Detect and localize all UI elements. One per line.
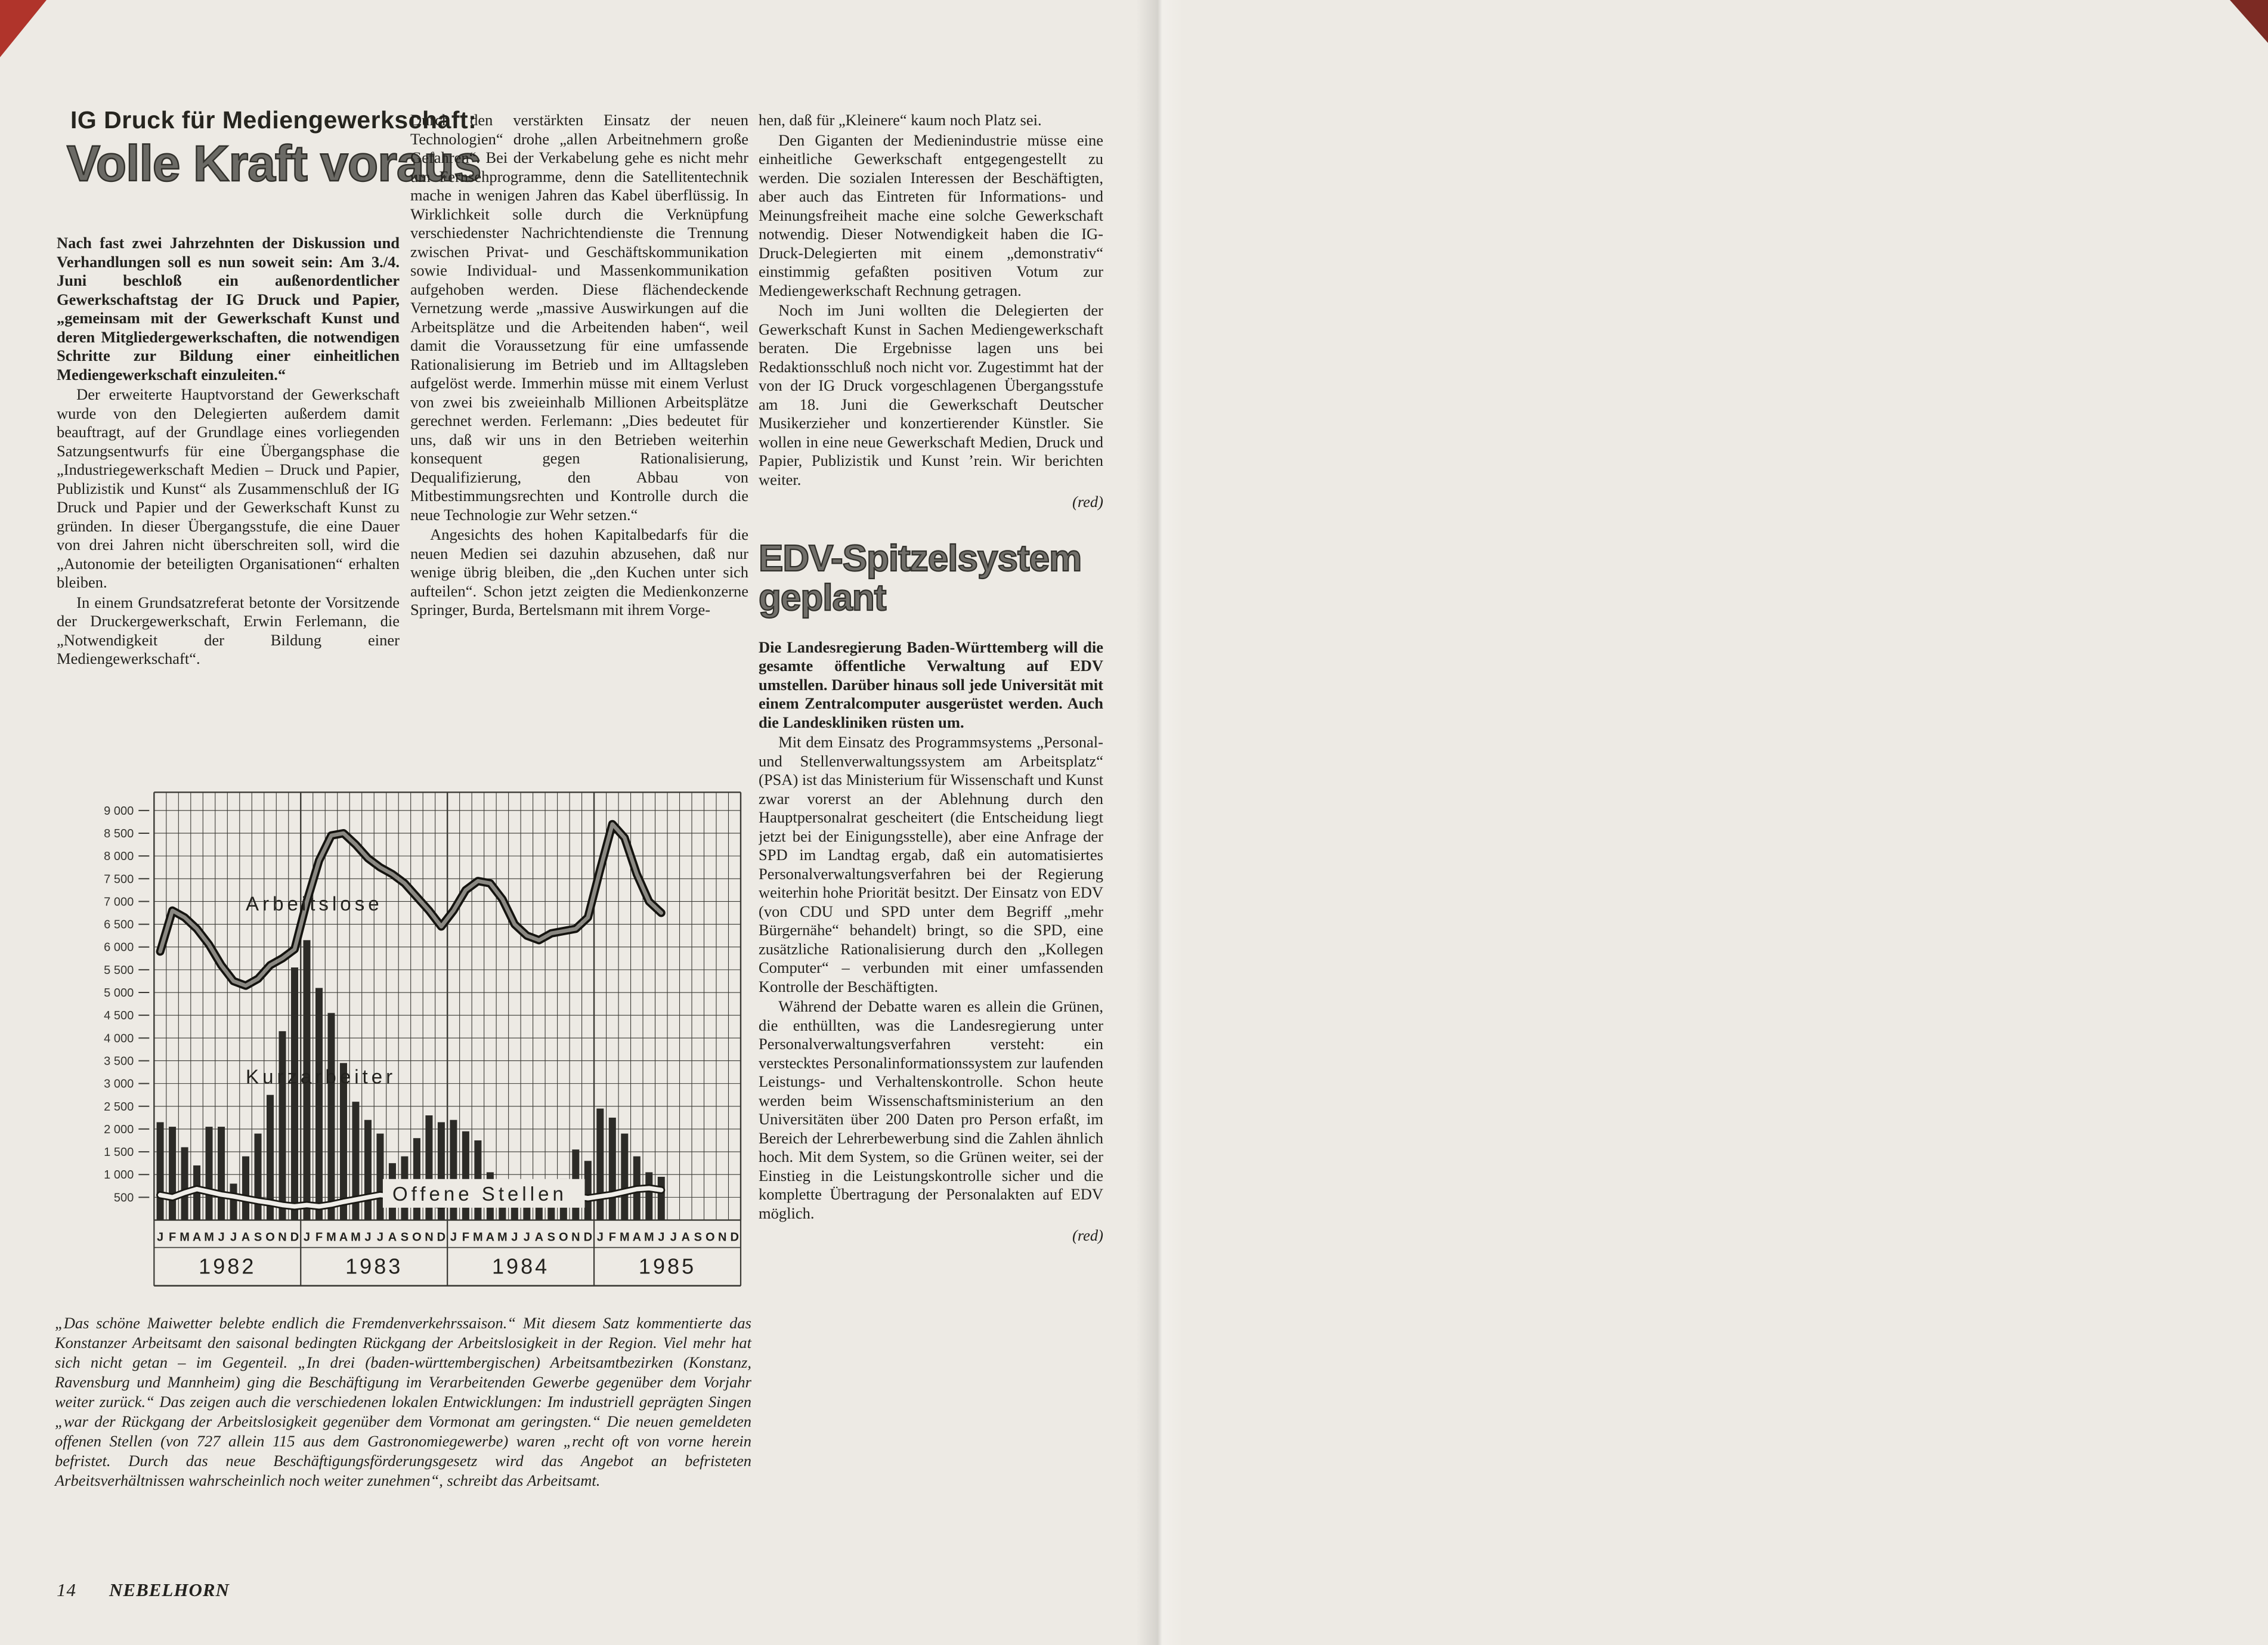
svg-text:O: O <box>705 1230 715 1244</box>
svg-text:O: O <box>265 1230 275 1244</box>
body-paragraph: Mit dem Einsatz des Programmsystems „Personal- und Stellenverwaltungssystem am Arbeitsplatz“ (PSA) ist das Ministerium für Wissenschaft und Kunst zwar vorerst an der Ablehnung durch den Hauptpersonalrat gescheitert (die Entscheidung liegt jetzt bei der Einigungsstelle), aber eine Anfrage der SPD im Landtag ergab, daß ein automatisiertes Personalverwaltungsverfahren bei der Regierung weiterhin hohe Priorität besitzt. Der Einsatz von EDV (von CDU und SPD unter dem Begriff „mehr Bürgernähe“ behandelt) bringt, so die SPD, eine zusätzliche Rationalisierung durch den „Kollegen Computer“ – verbunden mit einer umfassenden Kontrolle der Beschäftigten. <box>759 733 1103 995</box>
svg-text:7 000: 7 000 <box>104 895 134 909</box>
svg-text:1985: 1985 <box>638 1254 697 1279</box>
svg-text:A: A <box>388 1230 397 1244</box>
svg-text:F: F <box>315 1230 323 1244</box>
chart-canvas <box>35 767 745 1305</box>
svg-text:D: D <box>290 1230 299 1244</box>
page-gutter <box>1136 0 1184 1645</box>
svg-text:M: M <box>619 1230 630 1244</box>
svg-text:J: J <box>218 1230 225 1244</box>
svg-text:A: A <box>632 1230 642 1244</box>
body-paragraph: Durch den verstärkten Einsatz der neuen Technologien“ drohe „allen Arbeitnehmern große Gefahren“. Bei der Verkabelung gehe es nicht mehr um Fernsehprogramme, denn die Satellitentechnik mache in wenigen Jahren das Kabel überflüssig. In Wirklichkeit solle durch die Verknüpfung verschiedenster Nachrichtendienste die Trennung zwischen Privat- und Geschäftskommunikation sowie Individual- und Massenkommunikation aufgehoben werden. Diese flächendeckende Vernetzung werde „massive Auswirkungen auf die Arbeitsplätze und die Arbeitenden haben“, weil damit die Voraussetzung für eine umfassende Rationalisierung im Betrieb und im Alltagsleben aufgelöst werde. Immerhin müsse mit einem Verlust von zwei bis zweieinhalb Millionen Arbeitsplätze gerechnet werden. Ferlemann: „Dies bedeutet für uns, daß wir uns in den Betrieben weiterhin konsequent gegen Rationalisierung, Dequalifizierung, den Abbau von Mitbestimmungsrechten und Kontrolle durch die neue Technologie zur Wehr setzen.“ <box>410 111 748 524</box>
svg-text:J: J <box>230 1230 237 1244</box>
page-footer-left <box>57 1579 230 1601</box>
svg-text:N: N <box>571 1230 580 1244</box>
body-paragraph: Noch im Juni wollten die Delegierten der Gewerkschaft Kunst in Sachen Mediengewerkschaft beraten. Die Ergebnisse lagen uns bei Redaktionsschluß noch nicht vor. Zugestimmt hat der von der IG Druck vorgeschlagenen Übergangsstufe am 18. Juni die Gewerkschaft Deutscher Musikerzieher und konzertierender Künstler. Sie wollen in eine neue Gewerkschaft Medien, Druck und Papier, Publizistik und Kunst ’rein. Wir berichten weiter. <box>759 301 1103 488</box>
left-column-2 <box>410 111 748 767</box>
article-kicker: IG Druck für Mediengewerkschaft: <box>70 106 477 134</box>
svg-text:J: J <box>596 1230 604 1244</box>
svg-text:Arbeitslose: Arbeitslose <box>246 893 383 916</box>
svg-text:2 000: 2 000 <box>104 1123 134 1136</box>
svg-text:M: M <box>473 1230 483 1244</box>
page-number: 14 <box>57 1579 76 1600</box>
body-paragraph: Der erweiterte Hauptvorstand der Gewerkschaft wurde von den Delegierten außerdem damit beauftragt, auf der Grundlage eines vorliegenden Satzungsentwurfs für eine Übergangsphase die „Industriegewerkschaft Medien – Druck und Papier, Publizistik und Kunst“ als Zusammenschluß der IG Druck und Papier und der Gewerkschaft Kunst zu gründen. In dieser Übergangsstufe, die eine Dauer von drei Jahren nicht überschreiten soll, wird die „Autonomie der beteiligten Organisationen“ erhalten bleiben. <box>57 385 400 591</box>
svg-text:4 500: 4 500 <box>104 1009 134 1023</box>
svg-text:N: N <box>425 1230 434 1244</box>
svg-text:J: J <box>511 1230 518 1244</box>
article-headline-union: Volle Kraft voraus <box>67 135 481 191</box>
svg-text:A: A <box>241 1230 250 1244</box>
svg-text:1 500: 1 500 <box>104 1146 134 1159</box>
svg-text:9 000: 9 000 <box>104 804 134 818</box>
svg-text:8 000: 8 000 <box>104 850 134 864</box>
svg-text:3 500: 3 500 <box>104 1055 134 1068</box>
svg-text:N: N <box>278 1230 287 1244</box>
svg-text:F: F <box>462 1230 470 1244</box>
svg-text:M: M <box>180 1230 190 1244</box>
svg-text:O: O <box>412 1230 422 1244</box>
svg-text:1983: 1983 <box>345 1254 403 1279</box>
body-paragraph: Angesichts des hohen Kapitalbedarfs für die neuen Medien sei dazuhin abzusehen, daß nur wenige übrig bleiben, die „den Kuchen unter sich aufteilen“. Schon jetzt zeigten die Medienkonzerne Springer, Burda, Bertelsmann mit ihrem Vorge- <box>410 525 748 619</box>
svg-text:M: M <box>204 1230 214 1244</box>
svg-text:A: A <box>339 1230 348 1244</box>
svg-text:1982: 1982 <box>199 1254 256 1279</box>
svg-text:A: A <box>192 1230 202 1244</box>
svg-text:J: J <box>376 1230 384 1244</box>
page-right <box>1184 0 2268 1645</box>
svg-text:8 500: 8 500 <box>104 827 134 840</box>
body-paragraph: Während der Debatte waren es allein die Grünen, die enthüllten, was die Landesregierung unter Personalverwaltungsverfahren versteht: ein verstecktes Personalinformationssystem zur laufenden Leistungs- und Verhaltenskontrolle. Schon heute werden beim Wissenschaftsministerium an den Universitäten über 200 Daten pro Person erfaßt, im Bereich der Lehrerbewerbung sind die Zahlen ähnlich hoch. Mit dem System, so die Grünen weiter, sei der Einstieg in die Leistungskontrolle sicher und die komplette Übertragung der Personalakten auf EDV möglich. <box>759 997 1103 1222</box>
svg-text:A: A <box>534 1230 544 1244</box>
left-column-1 <box>57 234 400 766</box>
byline: (red) <box>1072 1226 1103 1244</box>
svg-text:M: M <box>497 1230 508 1244</box>
body-paragraph: In einem Grundsatzreferat betonte der Vorsitzende der Druckergewerkschaft, Erwin Ferlemann, die „Notwendigkeit der Bildung einer Mediengewerkschaft“. <box>57 593 400 667</box>
svg-text:F: F <box>608 1230 616 1244</box>
svg-text:F: F <box>168 1230 177 1244</box>
svg-text:Kurzarbeiter: Kurzarbeiter <box>246 1066 397 1089</box>
svg-text:2 500: 2 500 <box>104 1100 134 1114</box>
svg-text:Offene Stellen: Offene Stellen <box>392 1183 567 1205</box>
svg-text:S: S <box>253 1230 262 1244</box>
lead-paragraph: Die Landesregierung Baden-Württemberg will die gesamte öffentliche Verwaltung auf EDV umstellen. Darüber hinaus soll jede Universität mit einem Zentralcomputer ausgerüstet werden. Auch die Landeskliniken rüsten um. <box>759 638 1103 731</box>
byline: (red) <box>1072 493 1103 511</box>
svg-text:5 000: 5 000 <box>104 987 134 1000</box>
chart-caption: „Das schöne Maiwetter belebte endlich die Fremdenverkehrssaison.“ Mit diesem Satz kommentierte das Konstanzer Arbeitsamt den saisonal bedingten Rückgang der Arbeitslosigkeit in der Region. Viel mehr hat sich nicht getan – im Gegenteil. „In drei (baden-württembergischen) Arbeitsamtbezirken (Konstanz, Ravensburg und Mannheim) ging die Beschäftigung im Verarbeitenden Gewerbe gegenüber dem Vorjahr weiter zurück.“ Das zeigen auch die verschiedenen lokalen Entwicklungen: Im industriell geprägten Singen „war der Rückgang der Arbeitslosigkeit gegenüber dem Vormonat am geringsten.“ Die neuen gemeldeten offenen Stellen (von 727 allein 115 aus dem Gastronomiegewerbe) waren „recht oft von vorne herein befristet. Durch das neue Beschäftigungsförderungsgesetz wird das Angebot an befristeten Arbeitsverhältnissen wahrscheinlich noch weiter zunehmen“, schreibt das Arbeitsamt. <box>55 1314 751 1489</box>
svg-text:500: 500 <box>113 1191 134 1205</box>
svg-text:6 500: 6 500 <box>104 918 134 932</box>
svg-text:M: M <box>351 1230 361 1244</box>
svg-text:J: J <box>523 1230 530 1244</box>
svg-text:D: D <box>730 1230 739 1244</box>
svg-text:4 000: 4 000 <box>104 1032 134 1046</box>
svg-text:J: J <box>364 1230 372 1244</box>
svg-text:J: J <box>157 1230 164 1244</box>
left-column-3 <box>759 111 1103 1564</box>
article-headline-edv: EDV-Spitzelsystem geplant <box>759 537 1082 619</box>
svg-text:O: O <box>559 1230 568 1244</box>
svg-text:S: S <box>400 1230 409 1244</box>
svg-text:S: S <box>547 1230 556 1244</box>
svg-text:D: D <box>583 1230 593 1244</box>
svg-text:3 000: 3 000 <box>104 1077 134 1091</box>
body-paragraph: hen, daß für „Kleinere“ kaum noch Platz sei. <box>759 111 1042 129</box>
svg-text:S: S <box>694 1230 702 1244</box>
svg-text:D: D <box>437 1230 446 1244</box>
svg-text:6 000: 6 000 <box>104 941 134 954</box>
labor-market-chart <box>35 767 745 1305</box>
svg-text:J: J <box>450 1230 457 1244</box>
svg-text:A: A <box>681 1230 691 1244</box>
svg-text:7 500: 7 500 <box>104 873 134 886</box>
svg-text:1 000: 1 000 <box>104 1168 134 1182</box>
svg-text:J: J <box>658 1230 665 1244</box>
body-paragraph: Den Giganten der Medienindustrie müsse eine einheitliche Gewerkschaft entgegengestellt zu werden. Die sozialen Interessen der Beschäftigten, aber auch das Eintreten für Informations- und Meinungsfreiheit mache eine solche Gewerkschaft notwendig. Dieser Notwendigkeit haben die IG-Druck-Delegierten mit einem „demonstrativ“ einstimmig gefaßten positiven Votum zur Mediengewerkschaft Rechnung getragen. <box>759 131 1103 299</box>
svg-text:J: J <box>303 1230 311 1244</box>
svg-text:1984: 1984 <box>492 1254 550 1279</box>
svg-text:N: N <box>718 1230 727 1244</box>
svg-text:A: A <box>485 1230 495 1244</box>
svg-text:5 500: 5 500 <box>104 963 134 977</box>
svg-text:M: M <box>643 1230 654 1244</box>
magazine-name: NEBELHORN <box>109 1579 230 1600</box>
svg-text:M: M <box>326 1230 336 1244</box>
lead-paragraph: Nach fast zwei Jahrzehnten der Diskussion und Verhandlungen soll es nun soweit sein: Am 3./4. Juni beschloß ein außenordentlicher Gewerkschaftstag der IG Druck und Papier, „gemeinsam mit der Gewerkschaft Kunst und deren Mitgliedergewerkschaften, die notwendigen Schritte zur Bildung einer einheitlichen Mediengewerkschaft einzuleiten.“ <box>57 234 400 384</box>
svg-text:J: J <box>670 1230 677 1244</box>
